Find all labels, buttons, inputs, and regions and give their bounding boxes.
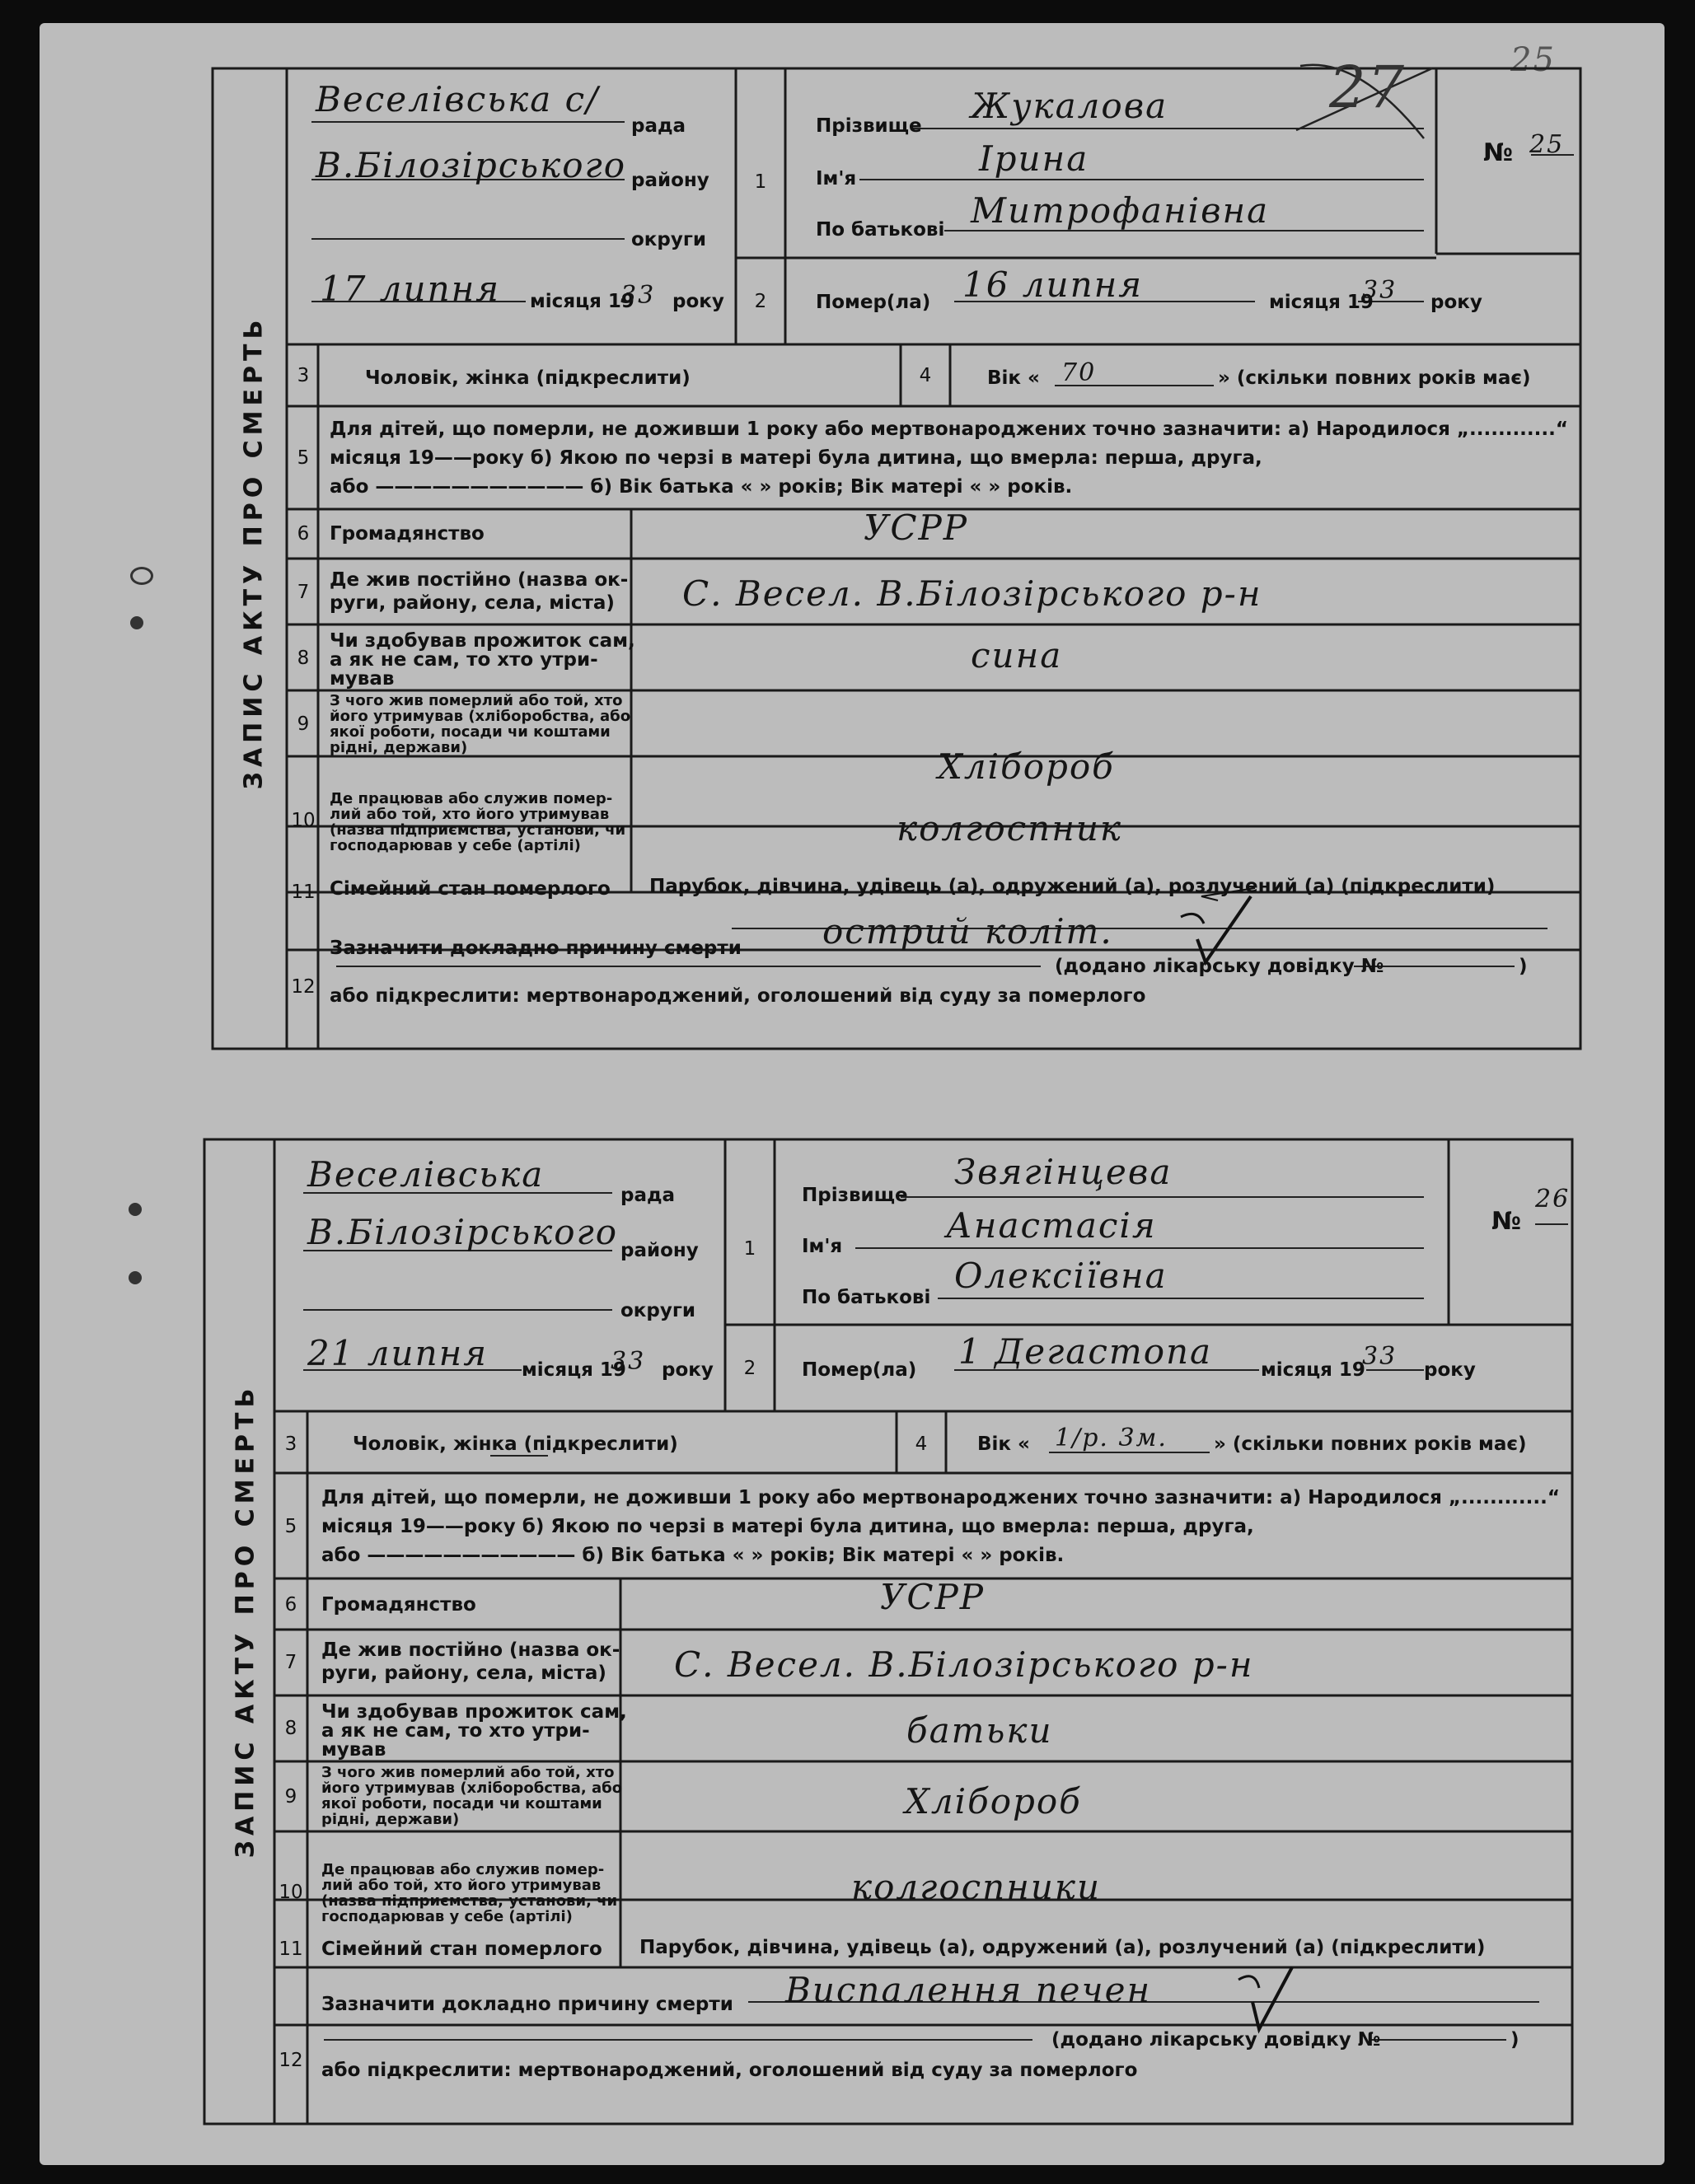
- registration-date-handwritten: 21 липня: [307, 1333, 489, 1373]
- row-number: 6: [284, 1594, 297, 1616]
- residence-handwritten: С. Весел. В.Білозірського р-н: [674, 1644, 1254, 1685]
- registration-month-label: місяця 19: [522, 1359, 626, 1381]
- row-number: 5: [284, 1516, 297, 1537]
- occupation-label-line: З чого жив померлий або той, хто: [330, 692, 623, 709]
- row-number: 5: [297, 447, 310, 469]
- row5-line2: місяця 19——року б) Якою по черзі в матері була дитина, що вмерла: перша, друга,: [330, 447, 1262, 469]
- residence-label-line: руги, району, села, міста): [321, 1663, 606, 1684]
- died-label: Помер(ла): [816, 292, 931, 313]
- district-label: району: [620, 1240, 699, 1261]
- row-number: 11: [279, 1938, 303, 1960]
- sex-label: Чоловік, жінка (підкреслити): [365, 367, 691, 389]
- support-label-line: мував: [330, 668, 395, 690]
- workplace-label-line: Де працював або служив помер-: [321, 1861, 605, 1878]
- number-label: №: [1491, 1207, 1522, 1236]
- cause-of-death-handwritten: Виспалення печен: [785, 1970, 1152, 2010]
- row-number: 12: [279, 2050, 303, 2071]
- row-number: 11: [291, 882, 316, 903]
- marital-status-label: Сімейний стан померлого: [330, 878, 611, 900]
- occupation-label-line: рідні, держави): [321, 1811, 460, 1828]
- workplace-label-line: (назва підприємства, установи, чи: [321, 1892, 618, 1910]
- number-label: №: [1483, 138, 1514, 167]
- support-label-line: Чи здобував прожиток сам,: [321, 1701, 627, 1723]
- residence-label-line: Де жив постійно (назва ок-: [330, 569, 629, 591]
- patronymic-label: По батькові: [816, 219, 945, 241]
- death-year-label: року: [1424, 1359, 1476, 1381]
- row-number: 7: [297, 582, 310, 603]
- residence-label-line: руги, району, села, міста): [330, 592, 615, 614]
- number-handwritten: 26: [1535, 1185, 1571, 1214]
- residence-label-line: Де жив постійно (назва ок-: [321, 1639, 620, 1661]
- age-handwritten: 1/р. 3м.: [1055, 1424, 1168, 1452]
- council-label: рада: [620, 1185, 676, 1206]
- registration-date-handwritten: 17 липня: [320, 269, 501, 309]
- died-label: Помер(ла): [802, 1359, 917, 1381]
- residence-handwritten: С. Весел. В.Білозірського р-н: [682, 573, 1262, 614]
- age-suffix: » (скільки повних років має): [1218, 367, 1531, 389]
- support-label-line: Чи здобував прожиток сам,: [330, 630, 635, 652]
- citizenship-label: Громадянство: [321, 1594, 476, 1616]
- death-year-label: року: [1430, 292, 1482, 313]
- occupation-handwritten: Хлібороб: [905, 1781, 1082, 1822]
- support-handwritten: батьки: [906, 1710, 1053, 1751]
- row-number: 12: [291, 976, 316, 998]
- female-underline: [490, 1455, 548, 1457]
- row5-line3: або ——————————— б) Вік батька « » років; Вік матері « » років.: [330, 476, 1073, 498]
- registration-year-label: року: [672, 291, 724, 312]
- district-handwritten: В.Білозірського: [307, 1212, 619, 1252]
- cause-of-death-handwritten: острий коліт.: [822, 911, 1113, 952]
- row-number: 2: [754, 291, 767, 312]
- occupation-label-line: його утримував (хліборобства, або: [330, 708, 631, 725]
- age-handwritten: 70: [1061, 358, 1097, 387]
- registration-year-handwritten: 33: [611, 1347, 646, 1376]
- row5-line1: Для дітей, що померли, не доживши 1 року або мертвонароджених точно зазначити: а) Народилося „............“: [330, 419, 1568, 440]
- death-month-label: місяця 19: [1261, 1359, 1365, 1381]
- support-label-line: мував: [321, 1739, 386, 1761]
- age-label: Вік «: [977, 1433, 1030, 1455]
- marital-status-options: Парубок, дівчина, удівець (а), одружений (а), розлучений (а) (підкреслити): [649, 876, 1496, 897]
- support-handwritten: сина: [971, 635, 1063, 676]
- age-suffix: » (скільки повних років має): [1214, 1433, 1527, 1455]
- citizenship-handwritten: УСРР: [880, 1577, 986, 1617]
- okruha-label: округи: [620, 1300, 696, 1321]
- council-handwritten: Веселівська: [307, 1154, 545, 1195]
- surname-label: Прізвище: [802, 1185, 908, 1206]
- row5-line2: місяця 19——року б) Якою по черзі в матері була дитина, що вмерла: перша, друга,: [321, 1516, 1254, 1537]
- registration-year-handwritten: 33: [620, 281, 656, 310]
- support-label-line: а як не сам, то хто утри-: [330, 649, 598, 671]
- okruha-label: округи: [631, 229, 707, 250]
- name-label: Ім'я: [816, 168, 857, 189]
- death-date-handwritten: 16 липня: [962, 264, 1144, 305]
- document-page: [40, 23, 1665, 2165]
- council-label: рада: [631, 115, 686, 137]
- workplace-handwritten: колгоспники: [851, 1867, 1102, 1907]
- district-handwritten: В.Білозірського: [316, 145, 627, 185]
- sex-label: Чоловік, жінка (підкреслити): [353, 1433, 678, 1455]
- row-number: 10: [291, 810, 316, 831]
- row5-line1: Для дітей, що померли, не доживши 1 року або мертвонароджених точно зазначити: а) Народилося „............“: [321, 1487, 1560, 1508]
- death-date-handwritten: 1 Дегастопа: [958, 1331, 1213, 1372]
- marital-status-label: Сімейний стан померлого: [321, 1938, 602, 1960]
- row-number: 8: [297, 648, 310, 669]
- occupation-label-line: З чого жив померлий або той, хто: [321, 1764, 615, 1781]
- number-handwritten: 25: [1529, 130, 1565, 159]
- occupation-label-line: його утримував (хліборобства, або: [321, 1779, 623, 1797]
- row-number: 4: [915, 1433, 928, 1455]
- marital-status-options: Парубок, дівчина, удівець (а), одружений (а), розлучений (а) (підкреслити): [639, 1937, 1486, 1958]
- row-number: 3: [284, 1433, 297, 1455]
- support-label-line: а як не сам, то хто утри-: [321, 1720, 590, 1742]
- surname-label: Прізвище: [816, 115, 922, 137]
- page-number-corner: 25: [1510, 41, 1556, 79]
- name-handwritten: Ірина: [979, 138, 1089, 179]
- council-handwritten: Веселівська с/: [316, 79, 600, 119]
- row5-line3: або ——————————— б) Вік батька « » років; Вік матері « » років.: [321, 1545, 1065, 1566]
- stillborn-note: або підкреслити: мертвонароджений, оголошений від суду за померлого: [321, 2060, 1138, 2081]
- workplace-handwritten: колгоспник: [897, 808, 1122, 849]
- patronymic-handwritten: Олексіївна: [954, 1256, 1168, 1296]
- workplace-label-line: лий або той, хто його утримував: [330, 806, 610, 823]
- surname-handwritten: Жукалова: [971, 86, 1168, 126]
- name-handwritten: Анастасія: [946, 1205, 1157, 1246]
- occupation-label-line: якої роботи, посади чи коштами: [330, 723, 611, 741]
- row-number: 7: [284, 1652, 297, 1673]
- death-month-label: місяця 19: [1269, 292, 1374, 313]
- cause-of-death-label: Зазначити докладно причину смерти: [321, 1994, 733, 2015]
- workplace-label-line: лий або той, хто його утримував: [321, 1877, 602, 1894]
- row-number: 1: [754, 171, 767, 193]
- row-number: 3: [297, 365, 310, 386]
- name-label: Ім'я: [802, 1236, 843, 1257]
- registration-year-label: року: [662, 1359, 714, 1381]
- medical-certificate-label: (додано лікарську довідку №: [1055, 956, 1384, 977]
- row-number: 6: [297, 523, 310, 545]
- row-number: 8: [284, 1718, 297, 1739]
- medical-certificate-label: (додано лікарську довідку №: [1051, 2029, 1381, 2051]
- death-year-handwritten: 33: [1362, 1342, 1398, 1371]
- citizenship-handwritten: УСРР: [864, 507, 969, 548]
- district-label: району: [631, 170, 709, 191]
- row-number: 1: [743, 1238, 756, 1260]
- workplace-label-line: Де працював або служив помер-: [330, 790, 613, 807]
- side-title: ЗАПИС АКТУ ПРО СМЕРТЬ: [231, 1383, 260, 1859]
- occupation-label-line: рідні, держави): [330, 739, 468, 756]
- workplace-label-line: (назва підприємства, установи, чи: [330, 821, 626, 839]
- stillborn-note: або підкреслити: мертвонароджений, оголошений від суду за померлого: [330, 985, 1146, 1007]
- side-title: ЗАПИС АКТУ ПРО СМЕРТЬ: [239, 315, 269, 790]
- death-record-2: [40, 1078, 1665, 2149]
- row-number: 9: [284, 1786, 297, 1808]
- death-year-handwritten: 33: [1362, 276, 1398, 305]
- row-number: 2: [743, 1358, 756, 1379]
- surname-handwritten: Звягінцева: [954, 1152, 1173, 1192]
- workplace-label-line: господарював у себе (артілі): [330, 837, 581, 854]
- row-number: 9: [297, 713, 310, 735]
- patronymic-label: По батькові: [802, 1287, 931, 1308]
- cause-of-death-label: Зазначити докладно причину смерти: [330, 938, 742, 959]
- age-label: Вік «: [987, 367, 1040, 389]
- paren-close: ): [1510, 2029, 1519, 2051]
- paren-close: ): [1519, 956, 1528, 977]
- row-number: 4: [919, 365, 932, 386]
- workplace-label-line: господарював у себе (артілі): [321, 1908, 573, 1925]
- occupation-label-line: якої роботи, посади чи коштами: [321, 1795, 602, 1812]
- patronymic-handwritten: Митрофанівна: [971, 190, 1270, 231]
- crossed-number: 27: [1329, 54, 1407, 121]
- death-record-1: [40, 23, 1665, 1094]
- registration-month-label: місяця 19: [530, 291, 634, 312]
- citizenship-label: Громадянство: [330, 523, 485, 545]
- row-number: 10: [279, 1882, 303, 1903]
- occupation-handwritten: Хлібороб: [938, 746, 1115, 787]
